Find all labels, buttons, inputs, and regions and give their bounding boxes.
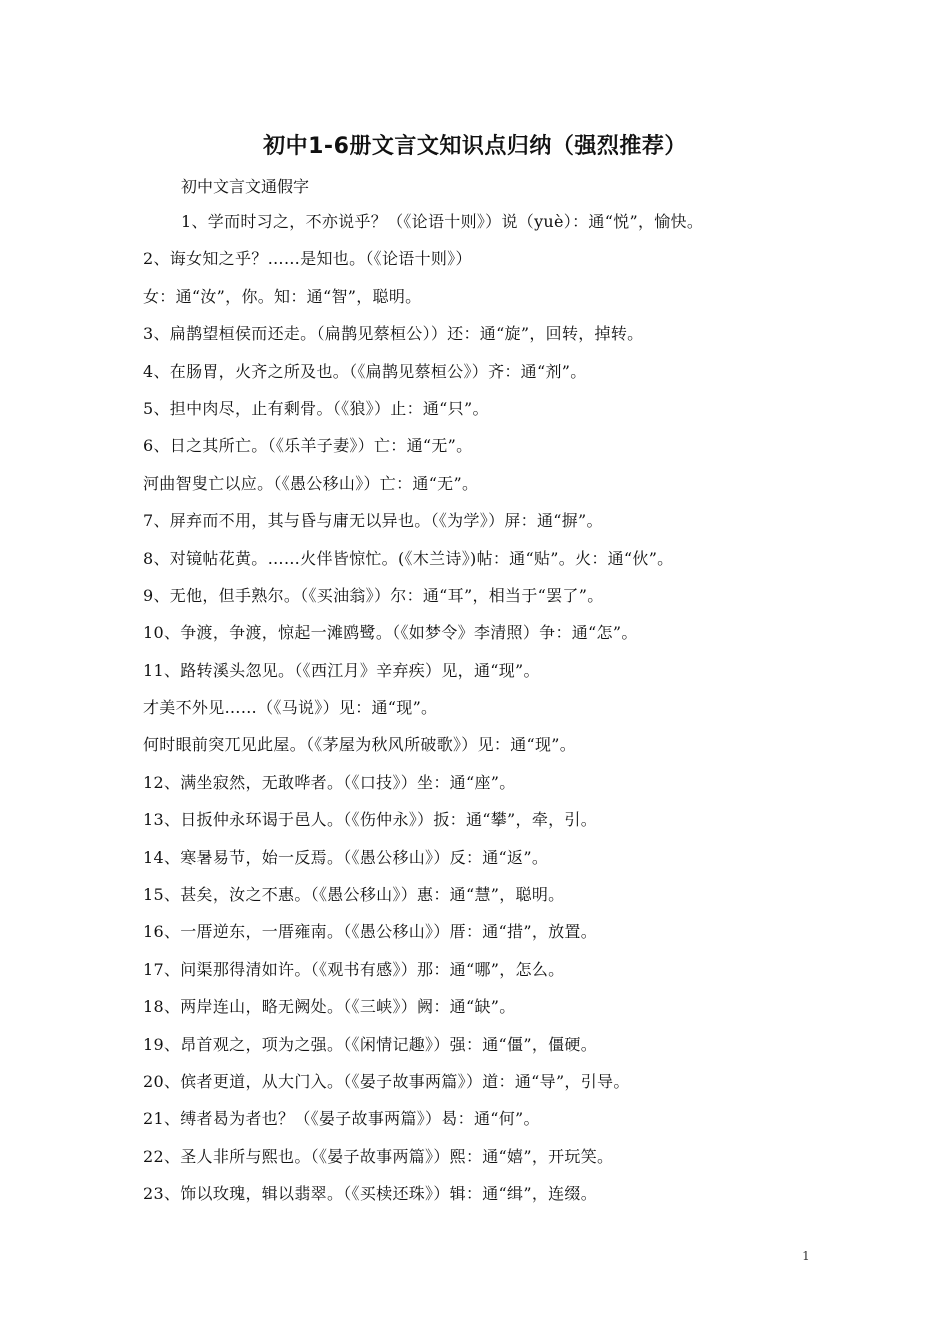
content-line: 1、学而时习之，不亦说乎？（《论语十则》）说（yuè）：通“悦”，愉快。: [181, 212, 704, 231]
content-line: 女：通“汝”，你。知：通“智”，聪明。: [143, 286, 422, 306]
content-line: 6、日之其所亡。（《乐羊子妻》）亡：通“无”。: [143, 436, 473, 456]
content-line: 21、缚者曷为者也？（《晏子故事两篇》）曷：通“何”。: [143, 1109, 540, 1129]
content-line: 才美不外见……（《马说》）见：通“现”。: [143, 698, 438, 718]
document-title: 初中1-6册文言文知识点归纳（强烈推荐）: [263, 134, 687, 159]
content-line: 18、两岸连山，略无阙处。（《三峡》）阙：通“缺”。: [143, 997, 516, 1017]
content-line: 14、寒暑易节，始一反焉。（《愚公移山》）反：通“返”。: [143, 847, 549, 867]
content-line: 5、担中肉尽，止有剩骨。（《狼》）止：通“只”。: [143, 398, 489, 418]
content-line: 17、问渠那得清如许。（《观书有感》）那：通“哪”，怎么。: [143, 959, 565, 979]
section-heading: 初中文言文通假字: [181, 177, 310, 196]
content-line: 22、圣人非所与熙也。（《晏子故事两篇》）熙：通“嬉”，开玩笑。: [143, 1146, 614, 1166]
content-line: 20、傧者更道，从大门入。（《晏子故事两篇》）道：通“导”，引导。: [143, 1071, 630, 1091]
content-list: [143, 208, 823, 1218]
content-line: 23、饰以玫瑰，辑以翡翠。（《买椟还珠》）辑：通“缉”，连缀。: [143, 1184, 598, 1204]
content-line: 2、诲女知之乎？……是知也。（《论语十则》）: [143, 249, 472, 269]
content-line: 12、满坐寂然，无敢哗者。（《口技》）坐：通“座”。: [143, 772, 516, 792]
content-line: 11、路转溪头忽见。（《西江月》辛弃疾）见，通“现”。: [143, 660, 540, 680]
content-line: 19、昂首观之，项为之强。（《闲情记趣》）强：通“僵”，僵硬。: [143, 1034, 598, 1054]
content-line: 河曲智叟亡以应。（《愚公移山》）亡：通“无”。: [143, 473, 479, 493]
page-number: 1: [802, 1249, 810, 1263]
content-line: 4、在肠胃，火齐之所及也。（《扁鹊见蔡桓公》）齐：通“剂”。: [143, 361, 587, 381]
content-line: 16、一厝逆东，一厝雍南。（《愚公移山》）厝：通“措”，放置。: [143, 922, 598, 942]
content-line: 13、日扳仲永环谒于邑人。（《伤仲永》）扳：通“攀”，牵，引。: [143, 810, 598, 830]
content-line: 3、扁鹊望桓侯而还走。（扁鹊见蔡桓公））还：通“旋”，回转，掉转。: [143, 324, 644, 344]
content-line: 7、屏弃而不用，其与昏与庸无以异也。（《为学》）屏：通“摒”。: [143, 511, 603, 531]
content-line: 8、对镜帖花黄。……火伴皆惊忙。(《木兰诗》)帖：通“贴”。火：通“伙”。: [143, 548, 674, 568]
content-line: 10、争渡，争渡，惊起一滩鸥鹭。（《如梦令》李清照）争：通“怎”。: [143, 623, 638, 643]
content-line: 何时眼前突兀见此屋。（《茅屋为秋风所破歌》）见：通“现”。: [143, 735, 577, 755]
content-line: 15、甚矣，汝之不惠。（《愚公移山》）惠：通“慧”，聪明。: [143, 885, 565, 905]
content-line: 9、无他，但手熟尔。（《买油翁》）尔：通“耳”，相当于“罢了”。: [143, 585, 604, 605]
